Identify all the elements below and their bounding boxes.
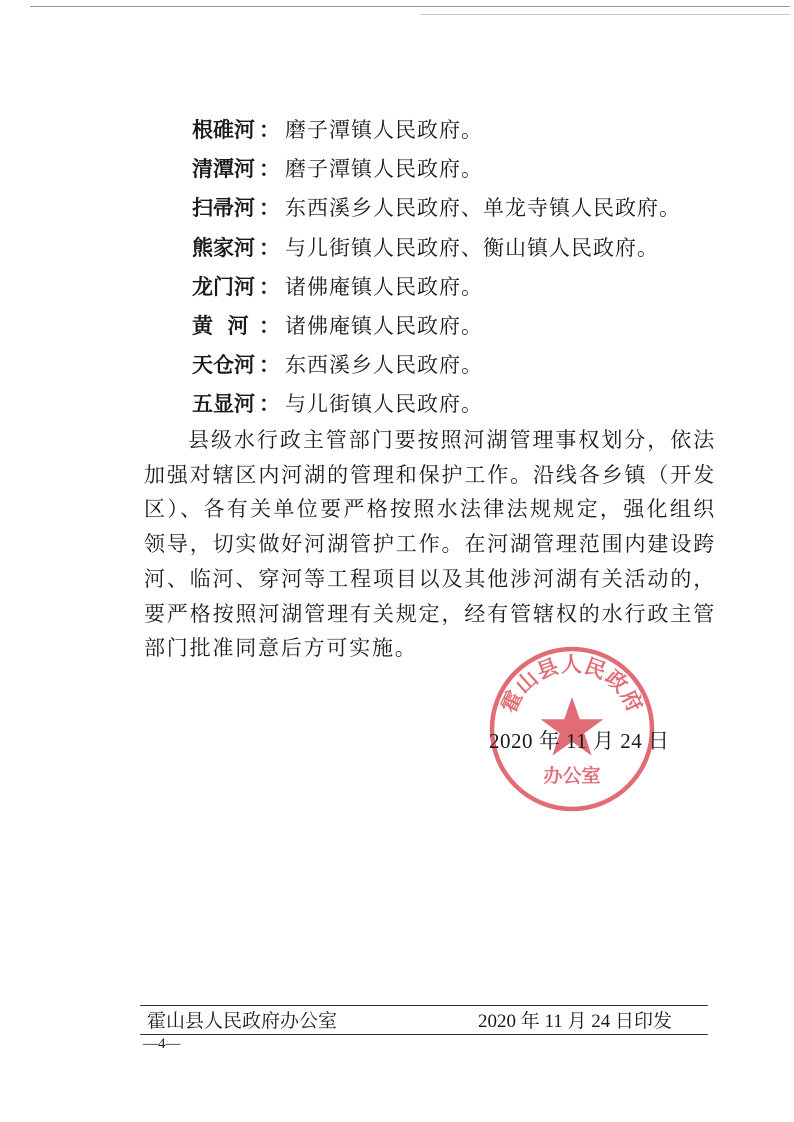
colon: ：: [259, 195, 280, 221]
responsible-government: 诸佛庵镇人民政府。: [285, 313, 483, 338]
responsible-government: 与儿街镇人民政府、衡山镇人民政府。: [285, 235, 659, 260]
assignment-row: [192, 271, 752, 310]
river-name: 根碓河: [192, 117, 255, 142]
page-number: —4—: [143, 1036, 181, 1052]
print-date: 2020 年 11 月 24 日印发: [478, 1011, 673, 1032]
seal-office-label: 办公室: [543, 765, 601, 787]
river-name: 清潭河: [192, 156, 255, 182]
assignment-row: [192, 192, 752, 231]
scan-edge-line: [420, 14, 790, 15]
responsible-government: 与儿街镇人民政府。: [285, 392, 483, 417]
responsible-government: 东西溪乡人民政府、单龙寺镇人民政府。: [285, 196, 681, 221]
issuing-office: 霍山县人民政府办公室: [147, 1010, 338, 1032]
river-name: 五显河: [192, 391, 255, 417]
assignment-row: [192, 310, 752, 349]
assignment-row: [192, 114, 752, 153]
river-assignment-list: [192, 114, 752, 428]
assignment-row: [192, 349, 752, 388]
management-paragraph: 县级水行政主管部门要按照河湖管理事权划分，依法加强对辖区内河湖的管理和保护工作。沿线各乡镇（开发区）、各有关单位要严格按照水法律法规规定，强化组织领导，切实做好河湖管护工作。在河湖管理范围内建设跨河、临河、穿河等工程项目以及其他涉河湖有关活动的，要严格按照河湖管理有关规定，经有管辖权的水行政主管部门批准同意后方可实施。: [144, 428, 716, 661]
river-name: 扫帚河: [192, 195, 255, 221]
responsible-government: 磨子潭镇人民政府。: [285, 157, 483, 182]
colon: ：: [259, 273, 280, 299]
responsible-government: 东西溪乡人民政府。: [285, 353, 483, 378]
seal-org-name: 霍山县人民政府: [496, 652, 648, 717]
footer-bottom-rule: [140, 1034, 708, 1035]
responsible-government: 磨子潭镇人民政府。: [285, 118, 483, 142]
responsible-government: 诸佛庵镇人民政府。: [285, 274, 483, 299]
colon: ：: [259, 312, 280, 338]
river-name: 熊家河: [192, 234, 255, 260]
river-name: 龙门河: [192, 273, 255, 299]
colon: ：: [259, 391, 280, 417]
assignment-row: [192, 232, 752, 271]
colon: ：: [259, 234, 280, 260]
colon: ：: [259, 117, 280, 142]
assignment-row: [192, 153, 752, 192]
colon: ：: [259, 156, 280, 182]
colon: ：: [259, 352, 280, 378]
river-name: 天仓河: [192, 352, 255, 378]
river-name: 黄 河: [192, 312, 249, 338]
scan-edge-line: [30, 6, 790, 7]
assignment-row: [192, 388, 752, 427]
signature-date: 2020 年 11 月 24 日: [489, 729, 670, 753]
